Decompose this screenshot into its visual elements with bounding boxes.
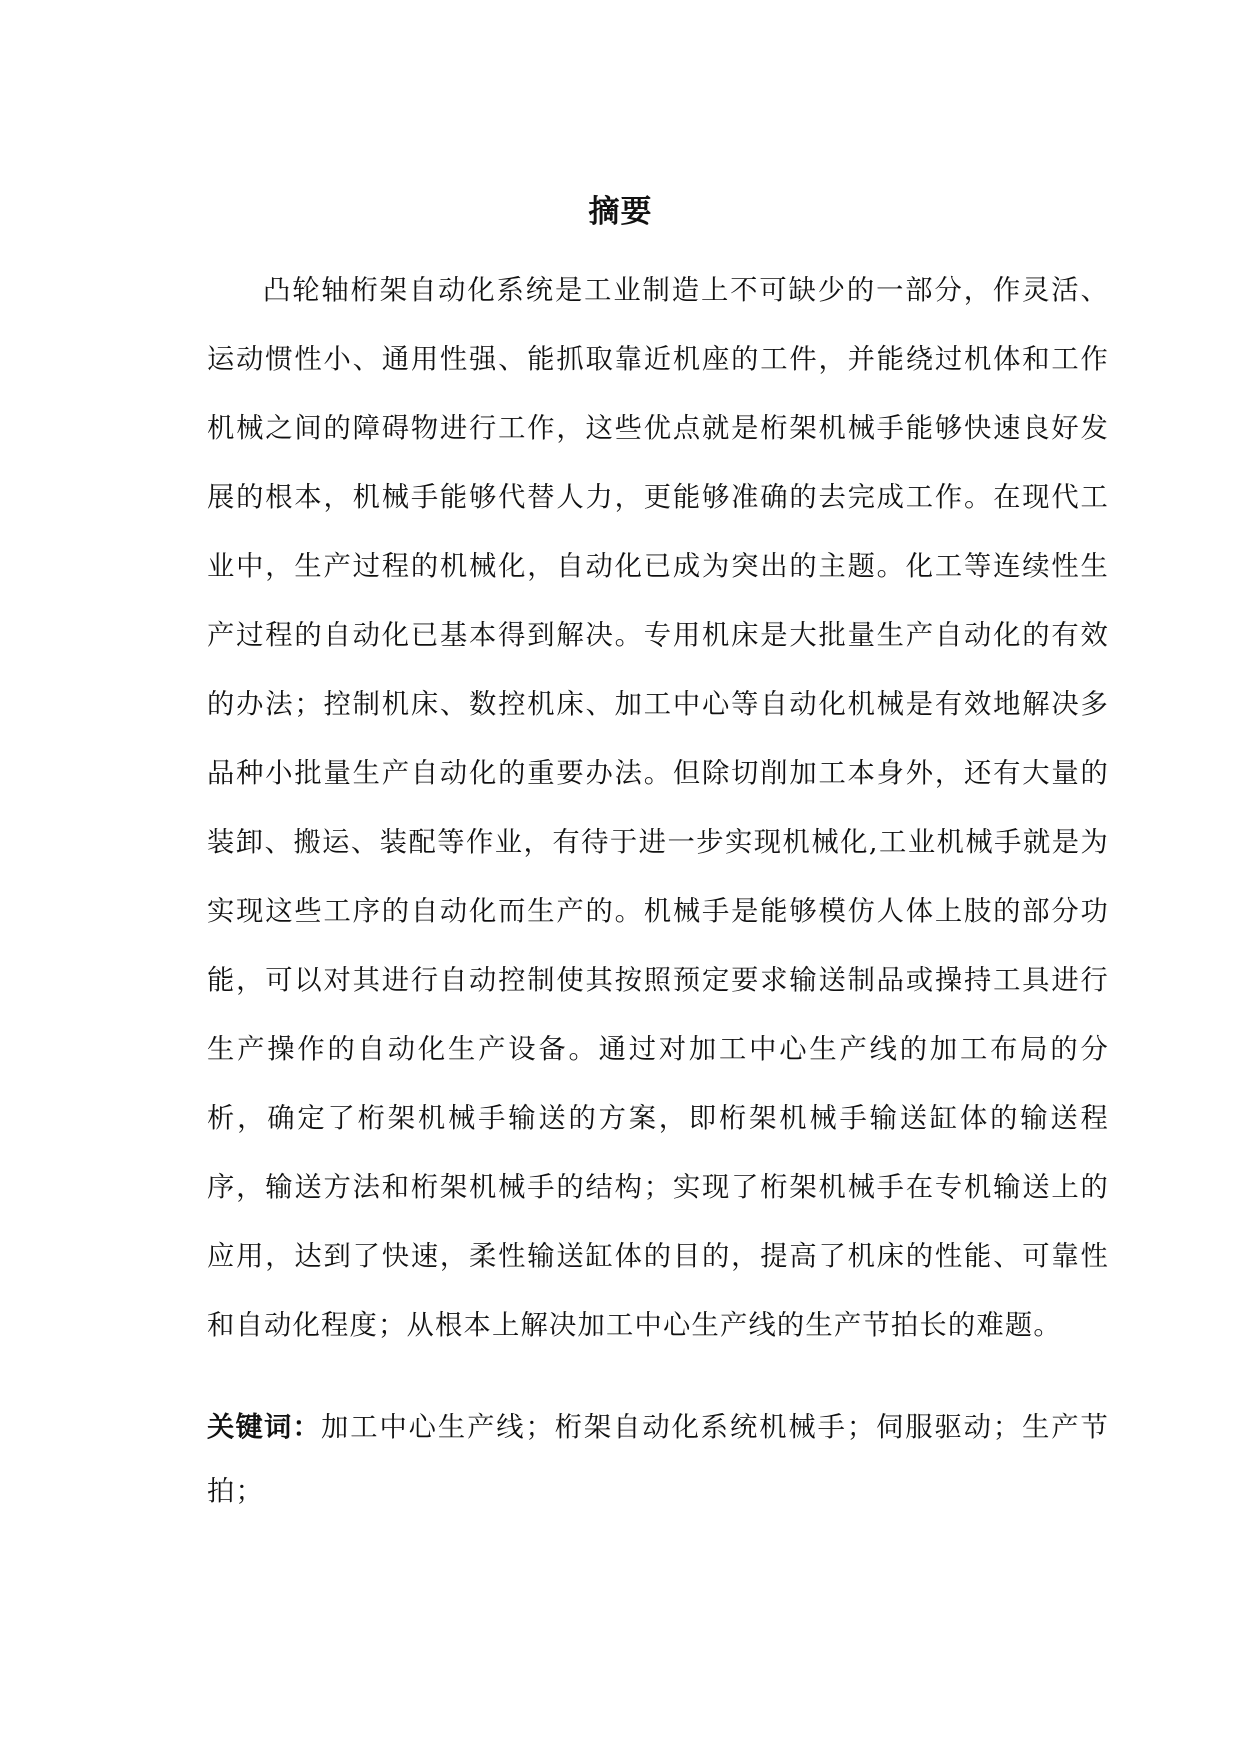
keywords-paragraph [207, 1396, 1109, 1524]
keywords-text: 加工中心生产线；桁架自动化系统机械手；伺服驱动；生产节拍； [207, 1412, 1109, 1507]
keywords-label: 关键词： [207, 1412, 322, 1443]
abstract-paragraph: 凸轮轴桁架自动化系统是工业制造上不可缺少的一部分，作灵活、运动惯性小、通用性强、能抓取靠近机座的工件，并能绕过机体和工作机械之间的障碍物进行工作，这些优点就是桁架机械手能够快速良好发展的根本，机械手能够代替人力，更能够准确的去完成工作。在现代工业中，生产过程的机械化，自动化已成为突出的主题。化工等连续性生产过程的自动化已基本得到解决。专用机床是大批量生产自动化的有效的办法；控制机床、数控机床、加工中心等自动化机械是有效地解决多品种小批量生产自动化的重要办法。但除切削加工本身外，还有大量的装卸、搬运、装配等作业，有待于进一步实现机械化,工业机械手就是为实现这些工序的自动化而生产的。机械手是能够模仿人体上肢的部分功能，可以对其进行自动控制使其按照预定要求输送制品或操持工具进行生产操作的自动化生产设备。通过对加工中心生产线的加工布局的分析，确定了桁架机械手输送的方案，即桁架机械手输送缸体的输送程序，输送方法和桁架机械手的结构；实现了桁架机械手在专机输送上的应用，达到了快速，柔性输送缸体的目的，提高了机床的性能、可靠性和自动化程度；从根本上解决加工中心生产线的生产节拍长的难题。 [207, 275, 1109, 1341]
page-title: 摘要 [588, 194, 653, 230]
